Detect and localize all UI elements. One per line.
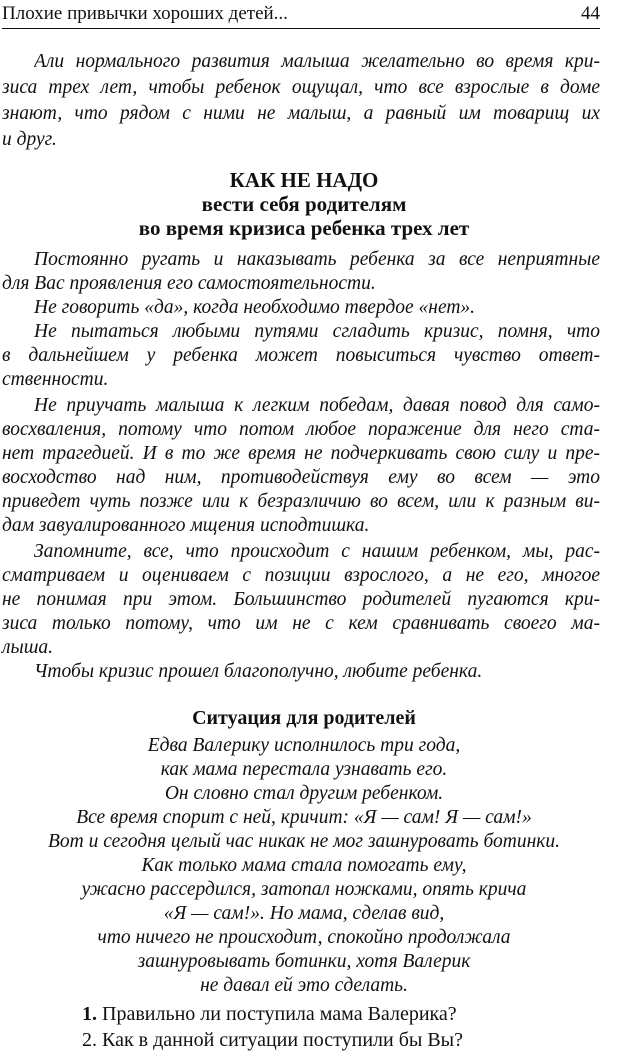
situation-line: что ничего не происходит, спокойно продолжала (97, 927, 511, 948)
advice-line: восходство над ним, противодействуя ему во всем — это (2, 467, 600, 488)
advice-line: лыша. (2, 637, 54, 658)
running-header (2, 2, 600, 29)
advice-line: дам завуалированного мщения исподтишка. (2, 515, 370, 536)
advice-line: Не говорить «да», когда необходимо твердое «нет». (34, 297, 476, 318)
intro-line: зиса трех лет, чтобы ребенок ощущал, что все взрослые в доме (2, 77, 600, 98)
situation-line: «Я — сам!». Но мама, сделав вид, (163, 903, 445, 924)
intro-line: знают, что рядом с ними не малыш, а равный им товарищ их (2, 103, 600, 124)
intro-line: и друг. (2, 129, 57, 150)
advice-line: зиса только потому, что им не с кем сравнивать своего ма- (2, 613, 600, 634)
situation-line: зашнуровывать ботинки, хотя Валерик (137, 951, 471, 972)
question-1 (82, 1002, 457, 1026)
page-number: 44 (581, 3, 600, 24)
situation-line: Как только мама стала помогать ему, (141, 855, 467, 876)
advice-line: для Вас проявления его самостоятельности. (2, 273, 376, 294)
advice-line: восхваления, потому что потом любое поражение для него ста- (2, 419, 600, 440)
advice-line: в дальнейшем у ребенка может повыситься чувство ответ- (2, 345, 600, 366)
advice-line: не понимая при этом. Большинство родителей пугаются кри- (2, 589, 600, 610)
situation-line: Он словно стал другим ребенком. (164, 783, 444, 804)
situation-heading: Ситуация для родителей (192, 707, 416, 729)
intro-line: Али нормального развития малыша желательно во время кри- (34, 51, 600, 72)
question-1-text: Правильно ли поступила мама Валерика? (102, 1003, 457, 1025)
book-title: Плохие привычки хороших детей... (2, 3, 288, 24)
situation-line: Вот и сегодня целый час никак не мог зашнуровать ботинки. (48, 831, 560, 852)
advice-line: нет трагедией. И в то же время не подчеркивать свою силу и пре- (2, 443, 600, 464)
question-2: 2. Как в данной ситуации поступили бы Вы? (82, 1029, 463, 1051)
section-heading-line-1: КАК НЕ НАДО (229, 168, 379, 192)
situation-line: Все время спорит с ней, кричит: «Я — сам! Я — сам!» (76, 807, 532, 828)
advice-line: Запомните, все, что происходит с нашим ребенком, мы, рас- (34, 541, 600, 562)
advice-line: Не приучать малыша к легким победам, давая повод для само- (34, 395, 600, 416)
advice-line: Чтобы кризис прошел благополучно, любите ребенка. (34, 661, 483, 682)
advice-line: Не пытаться любыми путями сгладить кризис, помня, что (34, 321, 600, 342)
advice-line: сматриваем и оцениваем с позиции взрослого, а не его, многое (2, 565, 600, 586)
section-heading-line-2: вести себя родителям (201, 192, 407, 216)
section-heading-line-3: во время кризиса ребенка трех лет (138, 216, 470, 240)
advice-line: приведет чуть позже или к безразличию во всем, или к разным ви- (2, 491, 600, 512)
advice-line: Постоянно ругать и наказывать ребенка за все неприятные (34, 249, 600, 270)
situation-line: как мама перестала узнавать его. (160, 759, 448, 780)
situation-line: не давал ей это сделать. (200, 975, 408, 996)
question-1-number: 1. (82, 1003, 97, 1025)
situation-line: Едва Валерику исполнилось три года, (147, 735, 461, 756)
situation-line: ужасно рассердился, затопал ножками, опять крича (81, 879, 527, 900)
advice-line: ственности. (2, 369, 109, 390)
